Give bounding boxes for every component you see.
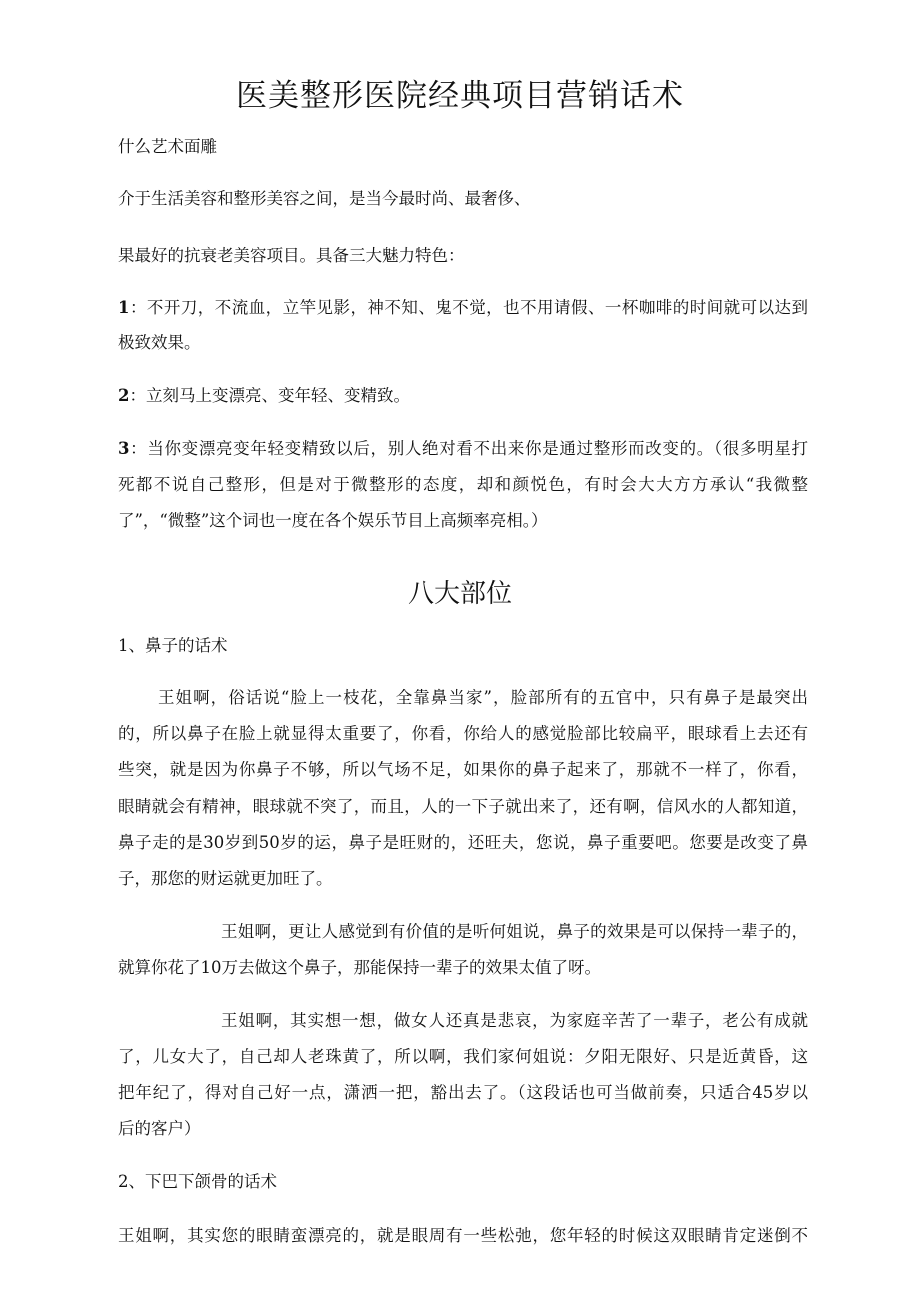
document-title: 医美整形医院经典项目营销话术 — [236, 78, 684, 114]
nose-paragraph-1-line: 王姐啊，俗话说“脸上一枝花，全靠鼻当家”，脸部所有的五官中，只有鼻子是最突出 — [158, 688, 808, 707]
intro-heading: 什么艺术面雕 — [118, 137, 217, 156]
nose-paragraph-1-line: 鼻子走的是30岁到50岁的运，鼻子是旺财的，还旺夫，您说，鼻子重要吧。您要是改变了鼻 — [118, 833, 808, 852]
nose-paragraph-2-line: 王姐啊，更让人感觉到有价值的是听何姐说，鼻子的效果是可以保持一辈子的， — [221, 922, 808, 941]
nose-paragraph-1-line: 眼睛就会有精神，眼球就不突了，而且，人的一下子就出来了，还有啊，信风水的人都知道， — [118, 797, 808, 816]
feature-3-line-3: 了”，“微整”这个词也一度在各个娱乐节目上高频率亮相。） — [118, 511, 548, 530]
feature-3-number: 3 — [118, 439, 130, 458]
nose-heading: 1、鼻子的话术 — [118, 636, 228, 655]
feature-2-number: 2 — [118, 386, 130, 405]
jaw-paragraph-1-line: 王姐啊，其实您的眼睛蛮漂亮的，就是眼周有一些松弛，您年轻的时候这双眼睛肯定迷倒不 — [118, 1226, 808, 1245]
feature-1-text: ：不开刀，不流血，立竿见影，神不知、鬼不觉，也不用请假、一杯咖啡的时间就可以达到 — [129, 298, 808, 317]
jaw-heading: 2、下巴下颌骨的话术 — [118, 1172, 277, 1191]
nose-paragraph-3-line: 王姐啊，其实想一想，做女人还真是悲哀，为家庭辛苦了一辈子，老公有成就 — [221, 1011, 808, 1030]
feature-3-text: ：当你变漂亮变年轻变精致以后，别人绝对看不出来你是通过整形而改变的。（很多明星打 — [129, 439, 808, 458]
nose-paragraph-2-line: 就算你花了10万去做这个鼻子，那能保持一辈子的效果太值了呀。 — [118, 958, 601, 977]
nose-paragraph-1-line: 子，那您的财运就更加旺了。 — [118, 869, 333, 888]
nose-paragraph-1-line: 些突，就是因为你鼻子不够，所以气场不足，如果你的鼻子起来了，那就不一样了，你看， — [118, 760, 808, 779]
nose-paragraph-3-line: 了，儿女大了，自己却人老珠黄了，所以啊，我们家何姐说：夕阳无限好、只是近黄昏，这 — [118, 1047, 808, 1066]
feature-2-line-1 — [118, 386, 808, 406]
section-title: 八大部位 — [407, 579, 512, 609]
feature-3-line-1 — [118, 439, 808, 459]
intro-paragraph-line-2: 果最好的抗衰老美容项目。具备三大魅力特色： — [118, 246, 465, 265]
intro-paragraph-line-1: 介于生活美容和整形美容之间，是当今最时尚、最奢侈、 — [118, 189, 531, 208]
feature-2-text: ：立刻马上变漂亮、变年轻、变精致。 — [129, 386, 410, 405]
nose-paragraph-3-line: 后的客户） — [118, 1119, 201, 1138]
feature-1-line-1 — [118, 298, 808, 318]
feature-1-number: 1 — [118, 298, 130, 317]
nose-paragraph-1-line: 的，所以鼻子在脸上就显得太重要了，你看，你给人的感觉脸部比较扁平，眼球看上去还有 — [118, 724, 808, 743]
feature-3-line-2: 死都不说自己整形，但是对于微整形的态度，却和颜悦色，有时会大大方方承认“我微整 — [118, 475, 808, 494]
nose-paragraph-3-line: 把年纪了，得对自己好一点，潇洒一把，豁出去了。（这段话也可当做前奏，只适合45岁以 — [118, 1083, 808, 1102]
feature-1-line-2: 极致效果。 — [118, 333, 201, 352]
